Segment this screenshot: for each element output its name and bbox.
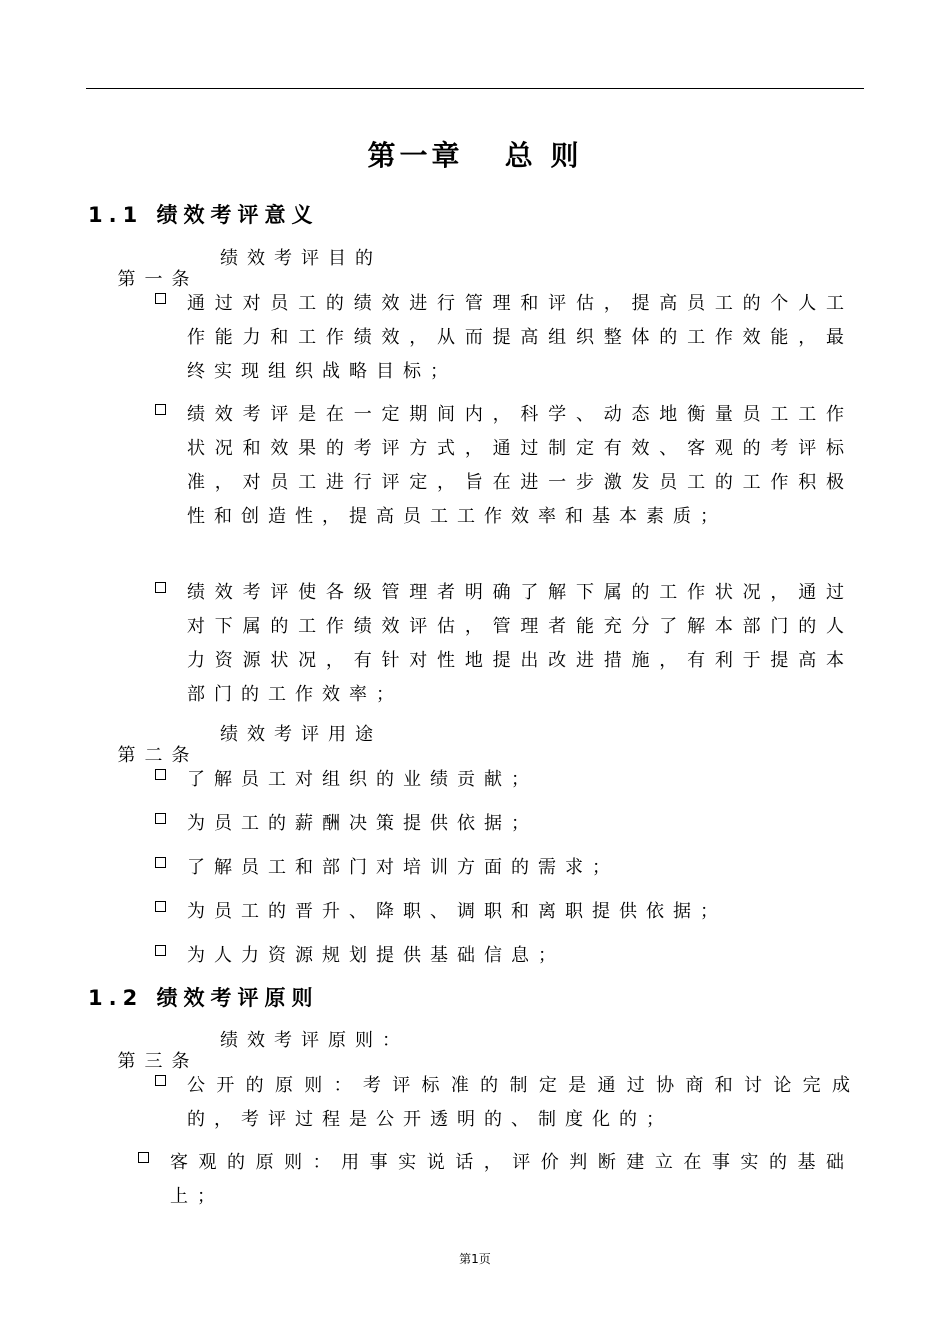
list-item-text: 绩效考评是在一定期间内，科学、动态地衡量员工工作状况和效果的考评方式，通过制定有效、客观的考评标准，对员工进行评定，旨在进一步激发员工的工作积极性和创造性，提高员工工作效率和基本素质； xyxy=(187,404,853,527)
page-number: 第1页 xyxy=(459,1252,491,1266)
checkbox-icon xyxy=(155,857,166,868)
checkbox-icon xyxy=(155,945,166,956)
chapter-title: 第一章 总 则 xyxy=(367,139,583,172)
list-item-text: 为员工的晋升、降职、调职和离职提供依据； xyxy=(187,901,727,922)
checkbox-icon xyxy=(138,1152,149,1163)
checkbox-icon xyxy=(155,901,166,912)
checkbox-icon xyxy=(155,813,166,824)
checkbox-icon xyxy=(155,769,166,780)
article-label: 第一条 xyxy=(117,269,199,290)
list-item-text: 客观的原则：用事实说话，评价判断建立在事实的基础上； xyxy=(170,1152,853,1207)
checkbox-icon xyxy=(155,582,166,593)
list-item-text: 公开的原则：考评标准的制定是通过协商和讨论完成的，考评过程是公开透明的、制度化的； xyxy=(187,1075,859,1130)
article-label: 第二条 xyxy=(117,745,199,766)
section-heading-1-1: 1.1 绩效考评意义 xyxy=(88,203,319,227)
article-title: 绩效考评原则： xyxy=(220,1030,409,1051)
header-rule xyxy=(86,88,864,89)
checkbox-icon xyxy=(155,293,166,304)
article-3 xyxy=(88,1026,409,1094)
list-item-text: 通过对员工的绩效进行管理和评估，提高员工的个人工作能力和工作绩效，从而提高组织整体的工作效能，最终实现组织战略目标； xyxy=(187,293,853,382)
checkbox-icon xyxy=(155,404,166,415)
section-heading-1-2: 1.2 绩效考评原则 xyxy=(88,986,319,1010)
article-1 xyxy=(88,244,382,312)
article-title: 绩效考评目的 xyxy=(220,248,382,269)
list-item-text: 为员工的薪酬决策提供依据； xyxy=(187,813,538,834)
list-item-text: 绩效考评使各级管理者明确了解下属的工作状况，通过对下属的工作绩效评估，管理者能充分了解本部门的人力资源状况，有针对性地提出改进措施，有利于提高本部门的工作效率； xyxy=(187,582,853,705)
list-item-text: 了解员工和部门对培训方面的需求； xyxy=(187,857,619,878)
article-title: 绩效考评用途 xyxy=(220,724,382,745)
list-item-text: 为人力资源规划提供基础信息； xyxy=(187,945,565,966)
checkbox-icon xyxy=(155,1075,166,1086)
article-label: 第三条 xyxy=(117,1051,199,1072)
list-item-text: 了解员工对组织的业绩贡献； xyxy=(187,769,538,790)
